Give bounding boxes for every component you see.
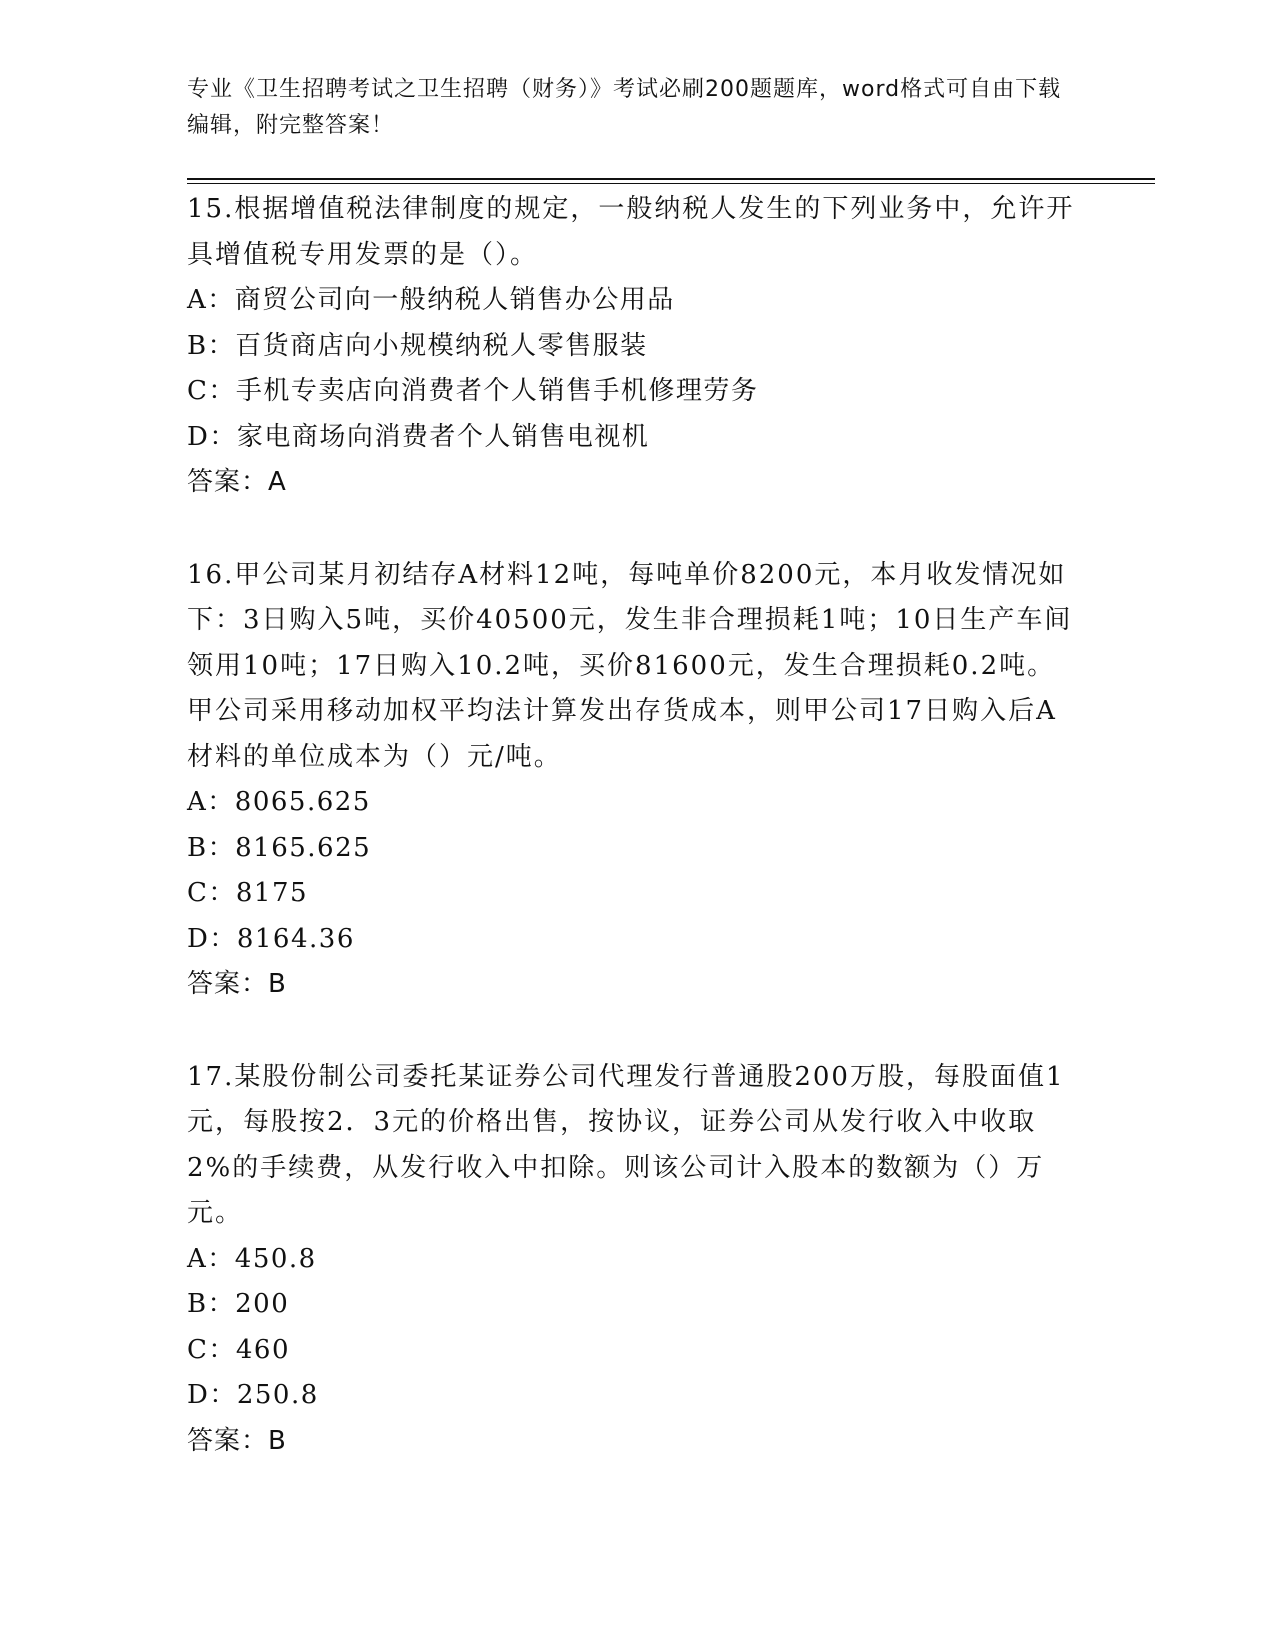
option-a: A：450.8 <box>187 1243 317 1274</box>
question-17 <box>187 1055 1077 1465</box>
question-stem: 17.某股份制公司委托某证券公司代理发行普通股200万股，每股面值1元，每股按2．3元的价格出售，按协议，证券公司从发行收入中收取2%的手续费，从发行收入中扣除。则该公司计入股本的数额为（）万元。 <box>187 1061 1065 1228</box>
option-d: D：8164.36 <box>187 923 355 954</box>
question-16 <box>187 553 1077 1008</box>
answer-line: 答案：B <box>187 1425 287 1456</box>
question-stem: 15.根据增值税法律制度的规定，一般纳税人发生的下列业务中，允许开具增值税专用发票的是（）。 <box>187 194 1075 270</box>
document-header <box>187 72 1067 144</box>
option-c: C：8175 <box>187 878 309 908</box>
answer-line: 答案：B <box>187 969 287 999</box>
option-a: A：8065.625 <box>187 787 371 817</box>
question-list <box>187 187 1077 1511</box>
header-divider-thick <box>187 178 1155 180</box>
answer-line: 答案：A <box>187 467 287 497</box>
question-stem: 16.甲公司某月初结存A材料12吨，每吨单价8200元，本月收发情况如下：3日购入5吨，买价40500元，发生非合理损耗1吨；10日生产车间领用10吨；17日购入10.2吨，买价81600元，发生合理损耗0.2吨。甲公司采用移动加权平均法计算发出存货成本，则甲公司17日购入后A材料的单位成本为（）元/吨。 <box>187 559 1073 772</box>
option-d: D：250.8 <box>187 1380 319 1410</box>
header-text: 专业《卫生招聘考试之卫生招聘（财务）》考试必刷200题题库，word格式可自由下载编辑，附完整答案！ <box>187 77 1062 138</box>
option-d: D：家电商场向消费者个人销售电视机 <box>187 421 650 452</box>
header-divider-thin <box>187 183 1155 184</box>
option-c: C：460 <box>187 1334 291 1365</box>
option-b: B：8165.625 <box>187 832 372 863</box>
option-c: C：手机专卖店向消费者个人销售手机修理劳务 <box>187 376 759 406</box>
option-a: A：商贸公司向一般纳税人销售办公用品 <box>187 285 675 315</box>
option-b: B：200 <box>187 1289 290 1319</box>
question-15 <box>187 187 1077 506</box>
option-b: B：百货商店向小规模纳税人零售服装 <box>187 330 648 361</box>
